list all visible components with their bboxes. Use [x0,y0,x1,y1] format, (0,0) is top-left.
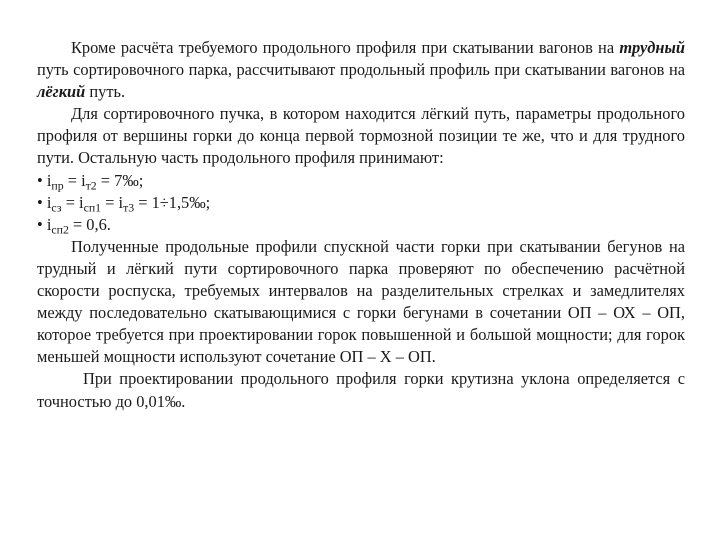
paragraph-1-middle: путь сортировочного парка, рассчитывают продольный профиль при скатывании вагонов на [37,60,685,80]
emphasis-hard-track: трудный [619,38,685,57]
emphasis-light-track: лёгкий [37,82,86,102]
paragraph-1-start: Кроме расчёта требуемого продольного профиля при скатывании вагонов на [71,38,615,57]
paragraph-1 [37,37,685,103]
paragraph-4: При проектировании продольного профиля горки крутизна уклона определяется с точностью до 0,01‰. [37,369,685,411]
paragraph-1-end: путь. [85,82,126,102]
document-body [37,37,685,413]
paragraph-3: Полученные продольные профили спускной части горки при скатывании бегунов на трудный и лёгкий пути сортировочного парка проверяют по обеспечению расчётной скорости роспуска, требуемых интервалов на разделительных стрелках и замедлителях между последовательно скатывающимися с горки бегунами в сочетании ОП – ОХ – ОП, которое требуется при проектировании горок повышенной и большой мощности; для горок меньшей мощности используют сочетание ОП – Х – ОП. [37,236,685,367]
bullet-item-2: • $i_{сз} = i_{сп1} = i_{т3}$ = 1÷1,5‰; [37,192,685,214]
bullet-item-3: • $i_{сп2} = 0,6$. [37,214,685,236]
bullet-item-1: • $i_{пр} = i_{т2}$ = 7‰; [37,170,685,192]
paragraph-2: Для сортировочного пучка, в котором находится лёгкий путь, параметры продольного профиля от вершины горки до конца первой тормозной позиции те же, что и для трудного пути. Остальную часть продольного профиля принимают: [37,104,685,168]
